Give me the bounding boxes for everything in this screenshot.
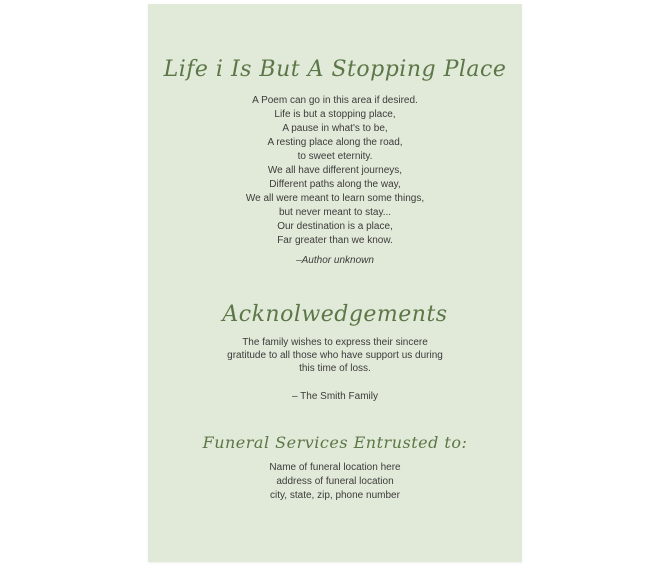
poem-line: A pause in what's to be, <box>282 123 388 134</box>
poem-line: but never meant to stay... <box>278 207 392 218</box>
acknowledgements-line: The family wishes to express their sincere <box>242 337 428 348</box>
poem-line: Our destination is a place, <box>277 221 393 232</box>
memorial-card <box>148 4 522 562</box>
acknowledgements-line: gratitude to all those who have support us during <box>227 350 443 361</box>
poem-line: A Poem can go in this area if desired. <box>252 95 418 106</box>
acknowledgements-line: this time of loss. <box>299 363 371 374</box>
funeral-location-line: Name of funeral location here <box>269 462 401 473</box>
poem-title: Life i Is But A Stopping Place <box>163 57 507 82</box>
poem-line: Different paths along the way, <box>269 179 401 190</box>
poem-line: A resting place along the road, <box>267 137 403 148</box>
funeral-location-text <box>148 461 522 503</box>
acknowledgements-text <box>148 336 522 375</box>
poem-text <box>148 94 522 248</box>
poem-line: to sweet eternity. <box>297 151 373 162</box>
family-signature: – The Smith Family <box>292 391 378 402</box>
funeral-location-line: address of funeral location <box>276 476 394 487</box>
poem-line: Life is but a stopping place, <box>274 109 396 120</box>
poem-line: We all were meant to learn some things, <box>245 193 425 204</box>
funeral-services-title: Funeral Services Entrusted to: <box>202 433 468 452</box>
funeral-location-line: city, state, zip, phone number <box>270 490 400 501</box>
acknowledgements-title: Acknolwedgements <box>222 302 448 327</box>
poem-line: Far greater than we know. <box>277 235 393 246</box>
poem-line: We all have different journeys, <box>267 165 403 176</box>
poem-attribution: –Author unknown <box>296 255 374 266</box>
